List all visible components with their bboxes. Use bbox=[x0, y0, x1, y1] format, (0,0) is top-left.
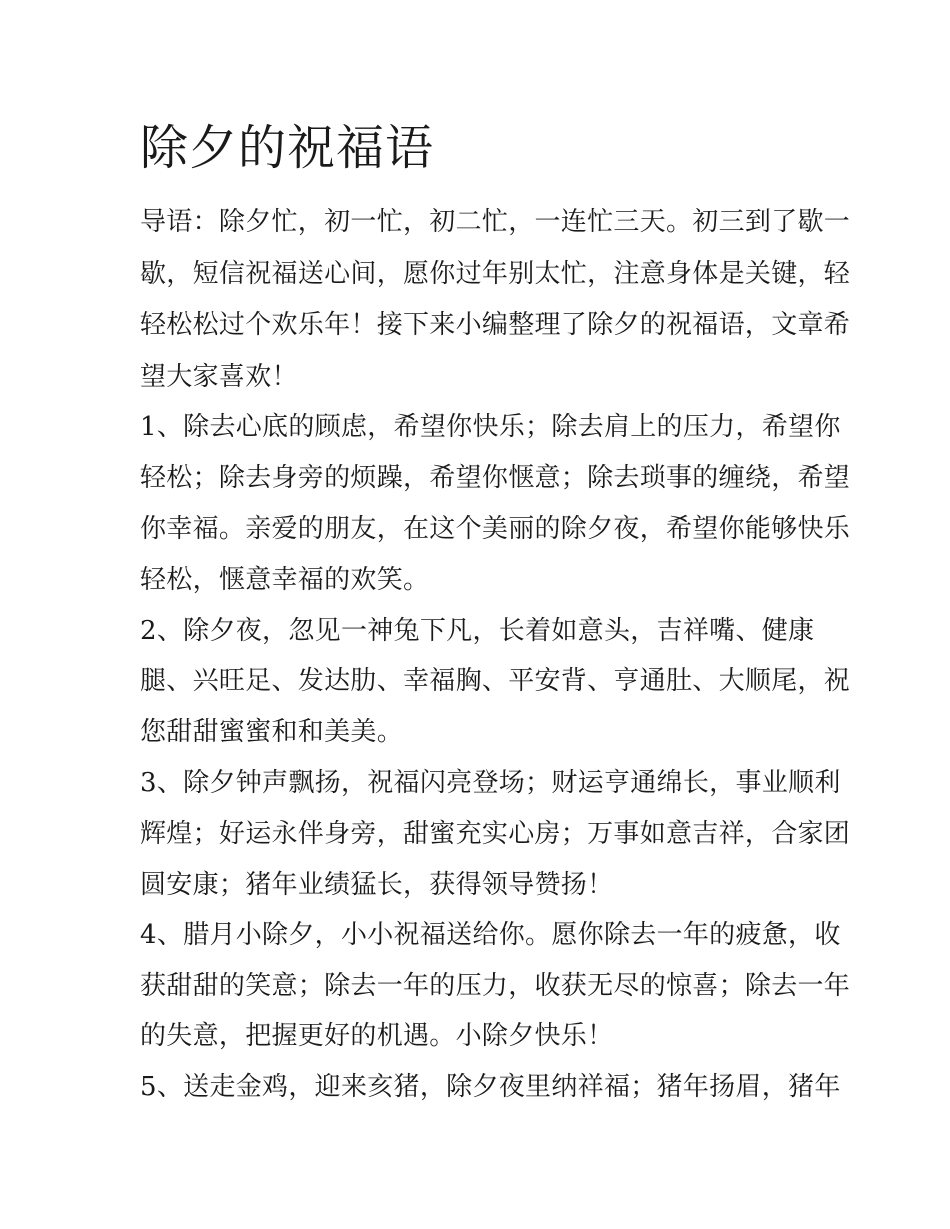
text-line-9: 2、除夕夜，忽见一神兔下凡，长着如意头，吉祥嘴、健康 bbox=[140, 616, 815, 646]
text-line-10: 腿、兴旺足、发达肋、幸福胸、平安背、亨通肚、大顺尾，祝 bbox=[140, 666, 851, 696]
text-line-16: 获甜甜的笑意；除去一年的压力，收获无尽的惊喜；除去一年 bbox=[140, 971, 851, 1001]
page-title: 除夕的祝福语 bbox=[140, 120, 435, 176]
text-line-12: 3、除夕钟声飘扬，祝福闪亮登场；财运亨通绵长，事业顺利 bbox=[140, 768, 841, 798]
text-line-18: 5、送走金鸡，迎来亥猪，除夕夜里纳祥福；猪年扬眉，猪年 bbox=[140, 1072, 841, 1102]
text-line-2: 歇，短信祝福送心间，愿你过年别太忙，注意身体是关键，轻 bbox=[140, 259, 851, 289]
text-line-14: 圆安康；猪年业绩猛长，获得领导赞扬！ bbox=[140, 870, 614, 900]
text-line-5: 1、除去心底的顾虑，希望你快乐；除去肩上的压力，希望你 bbox=[140, 412, 841, 442]
text-line-7: 你幸福。亲爱的朋友，在这个美丽的除夕夜，希望你能够快乐 bbox=[140, 514, 851, 544]
text-line-13: 辉煌；好运永伴身旁，甜蜜充实心房；万事如意吉祥，合家团 bbox=[140, 819, 851, 849]
text-line-17: 的失意，把握更好的机遇。小除夕快乐！ bbox=[140, 1021, 614, 1051]
text-line-4: 望大家喜欢！ bbox=[140, 362, 298, 392]
text-line-1: 导语：除夕忙，初一忙，初二忙，一连忙三天。初三到了歇一 bbox=[140, 207, 851, 237]
text-line-11: 您甜甜蜜蜜和和美美。 bbox=[140, 717, 404, 747]
text-line-15: 4、腊月小除夕，小小祝福送给你。愿你除去一年的疲惫，收 bbox=[140, 920, 841, 950]
text-line-3: 轻松松过个欢乐年！接下来小编整理了除夕的祝福语，文章希 bbox=[140, 310, 851, 340]
text-line-6: 轻松；除去身旁的烦躁，希望你惬意；除去琐事的缠绕，希望 bbox=[140, 463, 851, 493]
text-line-8: 轻松，惬意幸福的欢笑。 bbox=[140, 565, 430, 595]
